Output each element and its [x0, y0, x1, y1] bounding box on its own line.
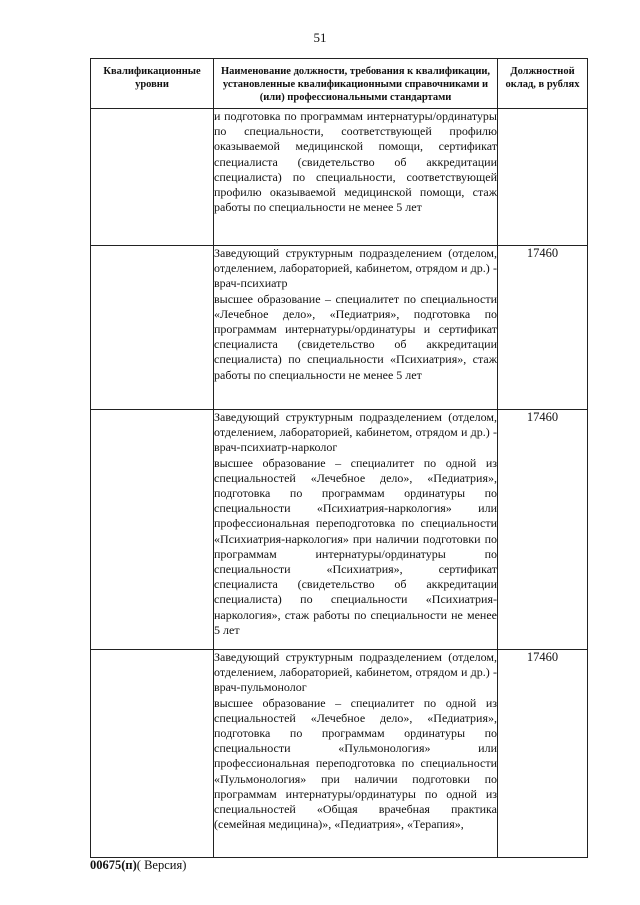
header-position: Наименование должности, требования к квалификации, установленные квалификационными справочниками и (или) профессиональными стандартами: [214, 59, 498, 109]
position-cell: [214, 109, 498, 246]
salary-cell: [498, 109, 588, 246]
position-cell: [214, 246, 498, 410]
position-requirements: высшее образование – специалитет по специальности «Лечебное дело», «Педиатрия», подготовка по программам интернатуры/ординатуры и сертификат специалиста (свидетельство об аккредитации специалиста) по специальности «Психиатрия», стаж работы по специальности не менее 5 лет: [214, 291, 497, 382]
header-levels: Квалификационные уровни: [91, 59, 214, 109]
level-cell: [91, 650, 214, 858]
level-cell: [91, 246, 214, 410]
position-cell: [214, 410, 498, 650]
page-number: 51: [313, 30, 327, 45]
position-title: Заведующий структурным подразделением (отделом, отделением, лабораторией, кабинетом, отрядом и др.) - врач-психиатр: [214, 246, 497, 291]
table-header-row: [91, 59, 588, 109]
level-cell: [91, 109, 214, 246]
table-row: [91, 410, 588, 650]
salary-cell: 17460: [498, 410, 588, 650]
position-title: Заведующий структурным подразделением (отделом, отделением, лабораторией, кабинетом, отрядом и др.) - врач-пульмонолог: [214, 650, 497, 695]
position-requirements: высшее образование – специалитет по одной из специальностей «Лечебное дело», «Педиатрия», подготовка по программам ординатуры по специальности «Психиатрия-наркология» или профессиональная переподготовка по специальности «Психиатрия-наркология» при наличии подготовки по программам интернатуры/ординатуры по специальности «Психиатрия», сертификат специалиста (свидетельство об аккредитации специалиста) по специальности «Психиатрия-наркология», стаж работы по специальности не менее 5 лет: [214, 455, 497, 637]
document-code: 00675(п): [90, 858, 137, 872]
document-footer: [90, 858, 186, 873]
position-title: Заведующий структурным подразделением (отделом, отделением, лабораторией, кабинетом, отрядом и др.) - врач-психиатр-нарколог: [214, 410, 497, 455]
table-row: [91, 246, 588, 410]
table-row: [91, 650, 588, 858]
salary-cell: 17460: [498, 246, 588, 410]
position-requirements: высшее образование – специалитет по одной из специальностей «Лечебное дело», «Педиатрия», подготовка по программам ординатуры по специальности «Пульмонология» или профессиональная переподготовка по специальности «Пульмонология» при наличии подготовки по программам интернатуры/ординатуры по одной из специальностей «Общая врачебная практика (семейная медицина)», «Педиатрия», «Терапия»,: [214, 695, 497, 832]
level-cell: [91, 410, 214, 650]
table-row: [91, 109, 588, 246]
header-salary: Должностной оклад, в рублях: [498, 59, 588, 109]
salary-cell: 17460: [498, 650, 588, 858]
qualification-table: [90, 58, 588, 858]
position-cell: [214, 650, 498, 858]
document-version: ( Версия): [136, 858, 187, 872]
position-requirements: и подготовка по программам интернатуры/ординатуры по специальности, соответствующей профилю оказываемой медицинской помощи, сертификат специалиста (свидетельство об аккредитации специалиста) по специальности, соответствующей профилю оказываемой медицинской помощи, стаж работы по специальности не менее 5 лет: [214, 109, 497, 215]
